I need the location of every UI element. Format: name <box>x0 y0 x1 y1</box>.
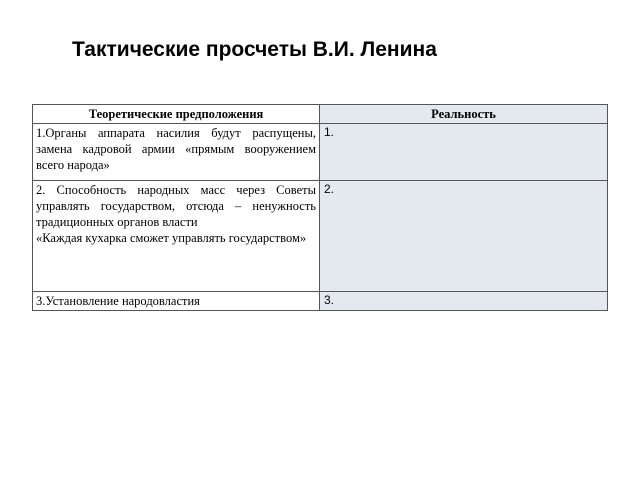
theory-text-1: 1.Органы аппарата насилия будут распущены, замена кадровой армии «прямым вооружением всего народа» <box>36 126 316 172</box>
table-row <box>33 124 608 181</box>
slide-title: Тактические просчеты В.И. Ленина <box>72 38 437 61</box>
theory-cell-1 <box>33 124 320 181</box>
header-theoretical: Теоретические предположения <box>33 105 320 124</box>
table-row <box>33 181 608 292</box>
theory-text-3: 3.Установление народовластия <box>36 294 200 308</box>
table-row <box>33 292 608 311</box>
theory-text-2: 2. Способность народных масс через Советы управлять государством, отсюда – ненужность традиционных органов власти <box>36 183 316 229</box>
reality-cell-2: 2. <box>320 181 608 292</box>
reality-cell-3: 3. <box>320 292 608 311</box>
theory-cell-3 <box>33 292 320 311</box>
table-header-row <box>33 105 608 124</box>
header-reality: Реальность <box>320 105 608 124</box>
comparison-table <box>32 104 608 311</box>
theory-cell-2 <box>33 181 320 292</box>
theory-quote-2: «Каждая кухарка сможет управлять государством» <box>36 231 307 245</box>
reality-cell-1: 1. <box>320 124 608 181</box>
